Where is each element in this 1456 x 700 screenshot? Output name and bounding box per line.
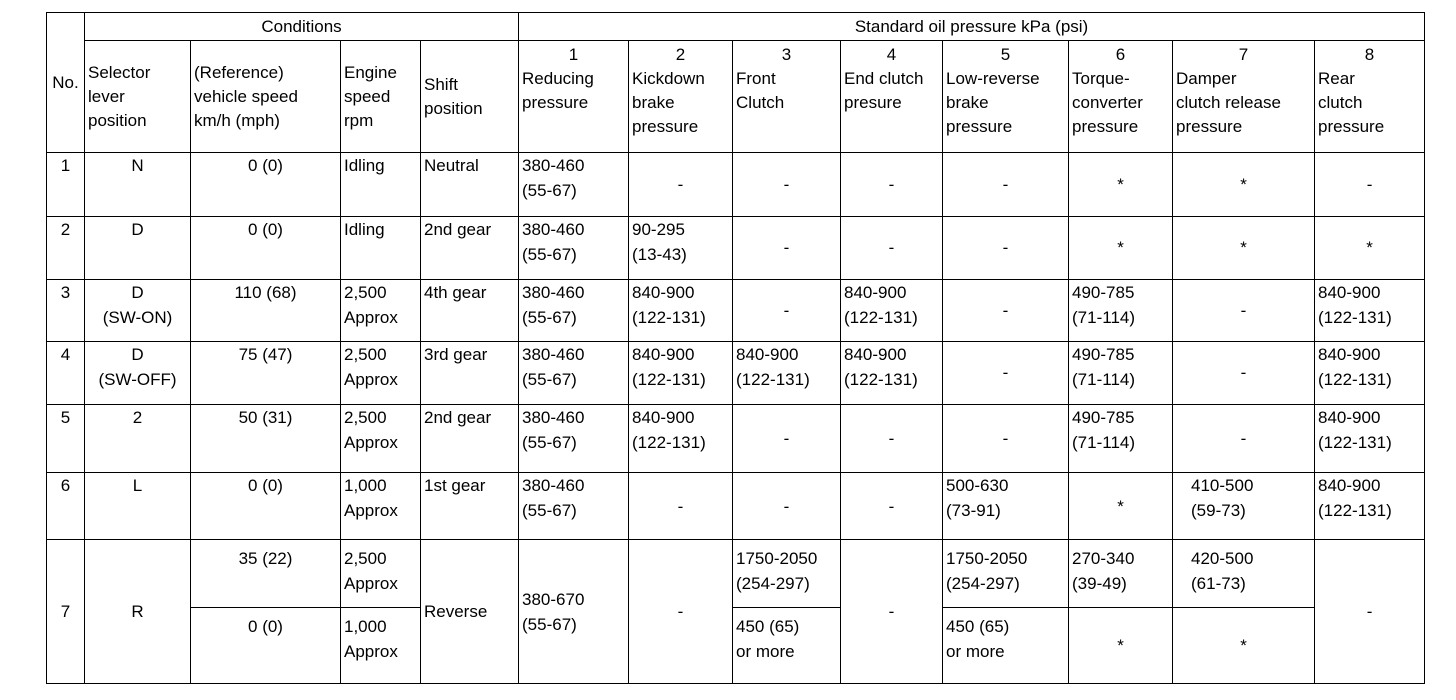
- cell-torque-converter: *: [1069, 153, 1173, 217]
- cell-selector: D (SW-ON): [85, 280, 191, 342]
- cell-no: 1: [47, 153, 85, 217]
- cell-no: 3: [47, 280, 85, 342]
- cell-engine: 2,500 Approx: [341, 405, 421, 473]
- cell-damper: -: [1173, 280, 1315, 342]
- pressure-number: 5: [1000, 45, 1011, 64]
- header-standard-pressure: Standard oil pressure kPa (psi): [519, 13, 1425, 41]
- cell-shift: Reverse: [421, 540, 519, 684]
- header-pressure-5: [943, 41, 1069, 153]
- cell-selector: R: [85, 540, 191, 684]
- cell-torque-converter: *: [1069, 608, 1173, 684]
- cell-low-reverse: -: [943, 405, 1069, 473]
- cell-shift: 2nd gear: [421, 216, 519, 280]
- cell-reducing: 380-460 (55-67): [519, 405, 629, 473]
- cell-torque-converter: 490-785 (71-114): [1069, 405, 1173, 473]
- cell-end-clutch: -: [841, 405, 943, 473]
- cell-speed: 75 (47): [191, 341, 341, 405]
- table-row-3: [47, 280, 1425, 342]
- header-pressure-1: [519, 41, 629, 153]
- header-pressure-2: [629, 41, 733, 153]
- pressure-number: 7: [1238, 45, 1249, 64]
- cell-no: 7: [47, 540, 85, 684]
- cell-front-clutch: -: [733, 153, 841, 217]
- cell-damper: 420-500 (61-73): [1173, 540, 1315, 608]
- cell-speed: 50 (31): [191, 405, 341, 473]
- cell-kickdown: 90-295 (13-43): [629, 216, 733, 280]
- header-no: No.: [47, 13, 85, 153]
- cell-engine: 2,500 Approx: [341, 280, 421, 342]
- cell-low-reverse: -: [943, 216, 1069, 280]
- cell-low-reverse: 450 (65) or more: [943, 608, 1069, 684]
- table-row-2: [47, 216, 1425, 280]
- cell-speed: 0 (0): [191, 608, 341, 684]
- cell-low-reverse: 1750-2050 (254-297): [943, 540, 1069, 608]
- cell-reducing: 380-460 (55-67): [519, 280, 629, 342]
- cell-front-clutch: 450 (65) or more: [733, 608, 841, 684]
- cell-damper: *: [1173, 216, 1315, 280]
- cell-engine: Idling: [341, 216, 421, 280]
- cell-rear-clutch: 840-900 (122-131): [1315, 472, 1425, 540]
- cell-damper: *: [1173, 608, 1315, 684]
- cell-no: 2: [47, 216, 85, 280]
- header-pressure-8: [1315, 41, 1425, 153]
- header-pressure-4: [841, 41, 943, 153]
- cell-selector: D (SW-OFF): [85, 341, 191, 405]
- cell-end-clutch: -: [841, 216, 943, 280]
- table-row-6: [47, 472, 1425, 540]
- header-pressure-7: [1173, 41, 1315, 153]
- cell-rear-clutch: 840-900 (122-131): [1315, 280, 1425, 342]
- cell-damper: -: [1173, 405, 1315, 473]
- cell-front-clutch: -: [733, 405, 841, 473]
- pressure-number: 6: [1115, 45, 1126, 64]
- cell-low-reverse: 500-630 (73-91): [943, 472, 1069, 540]
- cell-rear-clutch: -: [1315, 540, 1425, 684]
- cell-no: 6: [47, 472, 85, 540]
- cell-shift: 1st gear: [421, 472, 519, 540]
- pressure-label: Torque- converter pressure: [1072, 69, 1143, 136]
- cell-reducing: 380-460 (55-67): [519, 341, 629, 405]
- cell-engine: 1,000 Approx: [341, 608, 421, 684]
- cell-end-clutch: -: [841, 540, 943, 684]
- cell-low-reverse: -: [943, 280, 1069, 342]
- table-row-4: [47, 341, 1425, 405]
- cell-end-clutch: -: [841, 472, 943, 540]
- cell-shift: 3rd gear: [421, 341, 519, 405]
- cell-rear-clutch: *: [1315, 216, 1425, 280]
- table-row-7b: [47, 608, 1425, 684]
- oil-pressure-table: [46, 12, 1425, 684]
- cell-kickdown: 840-900 (122-131): [629, 405, 733, 473]
- cell-engine: 2,500 Approx: [341, 540, 421, 608]
- cell-damper: -: [1173, 341, 1315, 405]
- pressure-number: 3: [781, 45, 792, 64]
- pressure-number: 8: [1364, 45, 1375, 64]
- cell-rear-clutch: -: [1315, 153, 1425, 217]
- pressure-label: Rear clutch pressure: [1318, 69, 1385, 136]
- cell-damper: *: [1173, 153, 1315, 217]
- cell-reducing: 380-460 (55-67): [519, 153, 629, 217]
- cell-selector: L: [85, 472, 191, 540]
- cell-torque-converter: 490-785 (71-114): [1069, 341, 1173, 405]
- cell-torque-converter: 270-340 (39-49): [1069, 540, 1173, 608]
- cell-torque-converter: 490-785 (71-114): [1069, 280, 1173, 342]
- cell-damper: 410-500 (59-73): [1173, 472, 1315, 540]
- cell-reducing: 380-460 (55-67): [519, 472, 629, 540]
- cell-low-reverse: -: [943, 341, 1069, 405]
- cell-no: 4: [47, 341, 85, 405]
- cell-kickdown: -: [629, 472, 733, 540]
- pressure-number: 1: [568, 45, 579, 64]
- header-shift-position: Shift position: [421, 41, 519, 153]
- header-pressure-3: [733, 41, 841, 153]
- cell-shift: Neutral: [421, 153, 519, 217]
- pressure-label: End clutch presure: [844, 69, 924, 112]
- cell-torque-converter: *: [1069, 216, 1173, 280]
- pressure-number: 2: [675, 45, 686, 64]
- cell-selector: 2: [85, 405, 191, 473]
- pressure-label: Kickdown brake pressure: [632, 69, 705, 136]
- pressure-number: 4: [886, 45, 897, 64]
- cell-rear-clutch: 840-900 (122-131): [1315, 341, 1425, 405]
- header-pressure-6: [1069, 41, 1173, 153]
- pressure-label: Low-reverse brake pressure: [946, 69, 1040, 136]
- cell-front-clutch: -: [733, 216, 841, 280]
- table-row-5: [47, 405, 1425, 473]
- cell-kickdown: -: [629, 540, 733, 684]
- cell-rear-clutch: 840-900 (122-131): [1315, 405, 1425, 473]
- cell-low-reverse: -: [943, 153, 1069, 217]
- cell-end-clutch: -: [841, 153, 943, 217]
- cell-shift: 2nd gear: [421, 405, 519, 473]
- cell-engine: 1,000 Approx: [341, 472, 421, 540]
- cell-speed: 0 (0): [191, 216, 341, 280]
- cell-no: 5: [47, 405, 85, 473]
- pressure-label: Reducing pressure: [522, 69, 594, 112]
- cell-reducing: 380-460 (55-67): [519, 216, 629, 280]
- cell-engine: Idling: [341, 153, 421, 217]
- cell-front-clutch: 1750-2050 (254-297): [733, 540, 841, 608]
- cell-torque-converter: *: [1069, 472, 1173, 540]
- cell-speed: 0 (0): [191, 153, 341, 217]
- header-selector: Selector lever position: [85, 41, 191, 153]
- cell-engine: 2,500 Approx: [341, 341, 421, 405]
- table-row-1: [47, 153, 1425, 217]
- cell-kickdown: -: [629, 153, 733, 217]
- cell-front-clutch: -: [733, 472, 841, 540]
- cell-speed: 110 (68): [191, 280, 341, 342]
- cell-end-clutch: 840-900 (122-131): [841, 341, 943, 405]
- cell-kickdown: 840-900 (122-131): [629, 280, 733, 342]
- cell-selector: D: [85, 216, 191, 280]
- cell-end-clutch: 840-900 (122-131): [841, 280, 943, 342]
- cell-selector: N: [85, 153, 191, 217]
- cell-shift: 4th gear: [421, 280, 519, 342]
- cell-speed: 0 (0): [191, 472, 341, 540]
- cell-front-clutch: 840-900 (122-131): [733, 341, 841, 405]
- pressure-label: Damper clutch release pressure: [1176, 69, 1281, 136]
- cell-reducing: 380-670 (55-67): [519, 540, 629, 684]
- header-engine-speed: Engine speed rpm: [341, 41, 421, 153]
- header-conditions: Conditions: [85, 13, 519, 41]
- cell-kickdown: 840-900 (122-131): [629, 341, 733, 405]
- pressure-label: Front Clutch: [736, 69, 785, 112]
- table-row-7a: [47, 540, 1425, 608]
- header-vehicle-speed: (Reference) vehicle speed km/h (mph): [191, 41, 341, 153]
- cell-speed: 35 (22): [191, 540, 341, 608]
- cell-front-clutch: -: [733, 280, 841, 342]
